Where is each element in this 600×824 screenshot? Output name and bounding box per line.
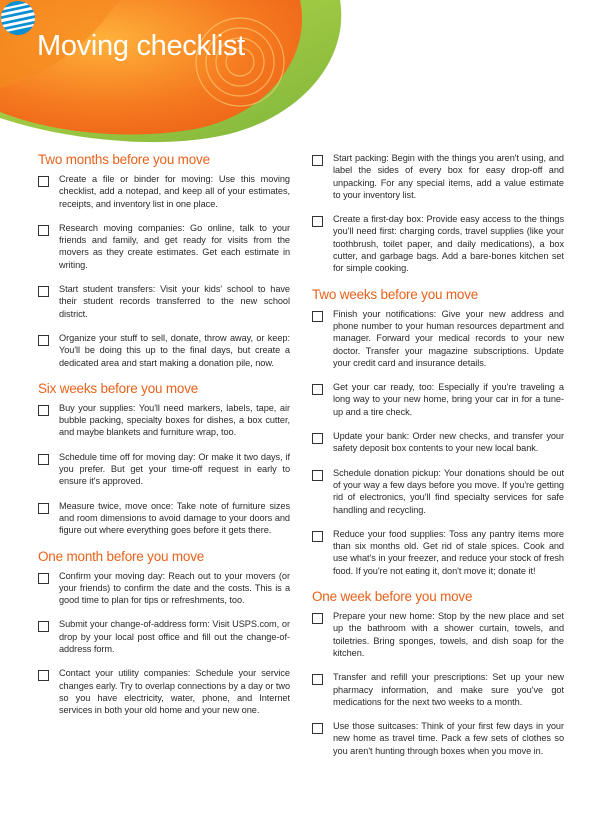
left-column	[38, 152, 290, 729]
checklist-item	[312, 610, 564, 659]
checklist-item	[38, 283, 290, 320]
checklist-item	[38, 667, 290, 716]
checklist-item-text: Create a file or binder for moving: Use this moving checklist, add a notepad, and keep all of your estimates, receipts, and inventory list in one place.	[59, 174, 290, 209]
checklist-item-text: Contact your utility companies: Schedule your service changes early. Try to overlap connections by a day or two so you have electricity, water, phone, and Internet services in both your old home and your new one.	[59, 668, 290, 716]
section-title: Two months before you move	[38, 152, 210, 167]
checklist-item-text: Use those suitcases: Think of your first few days in your new home as travel time. Pack a few sets of clothes so you aren't hunting through boxes when you move in.	[333, 721, 564, 756]
checklist-item-text: Measure twice, move once: Take note of furniture sizes and room dimensions to avoid damage to your doors and figure out where everything goes before it gets there.	[59, 500, 290, 536]
checklist-item-text: Get your car ready, too: Especially if you're traveling a long way to your new home, bring your car in for a tune-up and a tire check.	[333, 382, 564, 417]
checklist-item-text: Prepare your new home: Stop by the new place and set up the bathroom with a shower curtain, towels, and toiletries. Bring sponges, towels, and dish soap for the kitchen.	[333, 611, 564, 658]
checklist-item	[38, 570, 290, 607]
checklist-item	[312, 152, 564, 201]
checklist-section	[312, 287, 564, 577]
section-title: Six weeks before you move	[38, 380, 199, 396]
header-banner	[0, 0, 600, 145]
checkbox[interactable]	[312, 433, 323, 444]
checklist-item	[312, 381, 564, 418]
checklist-item	[38, 332, 290, 369]
checklist-item-text: Research moving companies: Go online, talk to your friends and family, and get ready for visits from the movers as they create estimates. Get each estimate in writing.	[59, 222, 290, 270]
checklist-item-text: Start packing: Begin with the things you aren't using, and label the sides of every box for easy drop-off and unpacking. For any special items, add a value estimate to your inventory list.	[333, 153, 564, 200]
checklist-item	[38, 618, 290, 655]
checklist-item	[312, 308, 564, 369]
checklist-section	[38, 549, 290, 717]
checklist-item-text: Update your bank: Order new checks, and transfer your safety deposit box contents to your new local bank.	[333, 431, 564, 454]
checklist-section	[312, 589, 564, 757]
right-column	[312, 152, 564, 769]
checkbox[interactable]	[312, 384, 323, 395]
checklist-item-text: Finish your notifications: Give your new address and phone number to your human resources department and manager. Forward your medical records to your new doctor. Transfer your magazine subscriptions. Update your credit card and insurance details.	[333, 308, 564, 368]
checkbox[interactable]	[312, 674, 323, 685]
checklist-item-text: Transfer and refill your prescriptions: Set up your new pharmacy information, and make sure you've got medications for the next two weeks to a month.	[333, 672, 564, 707]
checkbox[interactable]	[312, 470, 323, 481]
orange-swirl-graphic	[0, 0, 600, 145]
checkbox[interactable]	[38, 225, 49, 236]
checklist-item-text: Schedule donation pickup: Your donations should be out of your way a few days before you move. If you're getting rid of electronics, you'll find specialty services for safe handling and recycling.	[333, 467, 564, 515]
checklist-item	[38, 402, 290, 439]
checkbox[interactable]	[312, 531, 323, 542]
checklist-item-text: Reduce your food supplies: Toss any pantry items more than six months old. Get rid of stale spices. Cook and use what's in your freezer, and reduce your stock of fresh food. If you're not eating it, don't move it; donate it!	[333, 528, 564, 576]
checklist-item-text: Create a first-day box: Provide easy access to the things you'll need first: charging cords, travel supplies (like your toothbrush, toilet paper, and daily medications), a box cutter, and garbage bags. Add a bare-bones kitchen set for simple cooking.	[333, 214, 564, 274]
checklist-item	[38, 451, 290, 488]
checklist-section	[38, 381, 290, 537]
checkbox[interactable]	[312, 613, 323, 624]
checkbox[interactable]	[38, 176, 49, 187]
att-globe-icon	[0, 0, 36, 36]
checklist-item-text: Start student transfers: Visit your kids' school to have their student records transferred to the new school district.	[59, 284, 290, 319]
checkbox[interactable]	[38, 573, 49, 584]
checkbox[interactable]	[38, 454, 49, 465]
checkbox[interactable]	[38, 503, 49, 514]
checkbox[interactable]	[312, 155, 323, 166]
page-title: Moving checklist	[37, 30, 245, 62]
checklist-item-text: Schedule time off for moving day: Or make it two days, if you prefer. But get your time-off request in early to ensure it's approved.	[59, 451, 290, 487]
checklist-item	[38, 222, 290, 271]
checkbox[interactable]	[312, 311, 323, 322]
checklist-item	[312, 671, 564, 708]
checklist-item	[312, 467, 564, 516]
checklist-item	[312, 720, 564, 757]
checklist-item	[312, 528, 564, 577]
checklist-item-text: Buy your supplies: You'll need markers, labels, tape, air bubble packing, specialty boxes for dishes, a box cutter, and maybe blankets and furniture wrap, too.	[59, 402, 290, 438]
checkbox[interactable]	[312, 216, 323, 227]
checkbox[interactable]	[38, 335, 49, 346]
checklist-item	[312, 213, 564, 274]
checkbox[interactable]	[38, 286, 49, 297]
checklist-item	[312, 430, 564, 455]
checklist-item-text: Organize your stuff to sell, donate, throw away, or keep: You'll be doing this up to the final days, but create a dedicated area and start making a donation pile, now.	[59, 332, 290, 368]
checkbox[interactable]	[38, 621, 49, 632]
checklist-item	[38, 500, 290, 537]
checklist-item-text: Submit your change-of-address form: Visit USPS.com, or drop by your local post office and fill out the change-of-address form.	[59, 619, 290, 655]
section-title: One month before you move	[38, 548, 205, 564]
section-title: One week before you move	[312, 589, 473, 605]
checkbox[interactable]	[38, 670, 49, 681]
checkbox[interactable]	[312, 723, 323, 734]
checklist-section	[38, 152, 290, 369]
checklist-item	[38, 173, 290, 210]
checklist-section	[312, 152, 564, 275]
checkbox[interactable]	[38, 405, 49, 416]
section-title: Two weeks before you move	[312, 286, 479, 302]
checklist-item-text: Confirm your moving day: Reach out to your movers (or your friends) to confirm the date and the costs. This is a good time to plan for tips or refreshments, too.	[59, 570, 290, 606]
